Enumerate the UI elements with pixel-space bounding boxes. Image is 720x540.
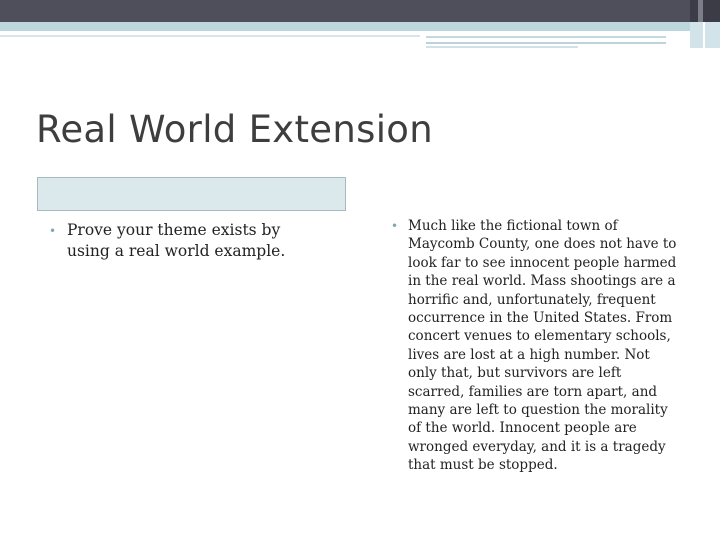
header-bar-cap-stripe xyxy=(698,0,703,22)
decorative-rule xyxy=(426,36,666,38)
accent-band-cap xyxy=(690,22,720,48)
content-label-box xyxy=(37,177,346,211)
accent-band-cap-stripe xyxy=(703,22,705,48)
bullet-icon: • xyxy=(49,224,57,238)
decorative-rule xyxy=(0,35,420,37)
bullet-icon: • xyxy=(391,219,399,233)
left-bullet-text: Prove your theme exists by using a real world example. xyxy=(67,221,286,260)
header-bar xyxy=(0,0,720,22)
decorative-rule xyxy=(426,42,666,44)
left-bullet-item xyxy=(50,220,325,262)
right-bullet-item xyxy=(390,217,680,475)
accent-band xyxy=(0,22,720,31)
slide-title: Real World Extension xyxy=(36,108,433,151)
right-bullet-text: Much like the fictional town of Maycomb County, one does not have to look far to see innocent people harmed in the real world. Mass shootings are a horrific and, unfortunately, frequent occurrence in the United States. From concert venues to elementary schools, lives are lost at a high number. Not only that, but survivors are left scarred, families are torn apart, and many are left to question the morality of the world. Innocent people are wronged everyday, and it is a tragedy that must be stopped. xyxy=(408,218,677,474)
decorative-rule xyxy=(426,46,578,48)
header-bar-cap xyxy=(690,0,720,22)
